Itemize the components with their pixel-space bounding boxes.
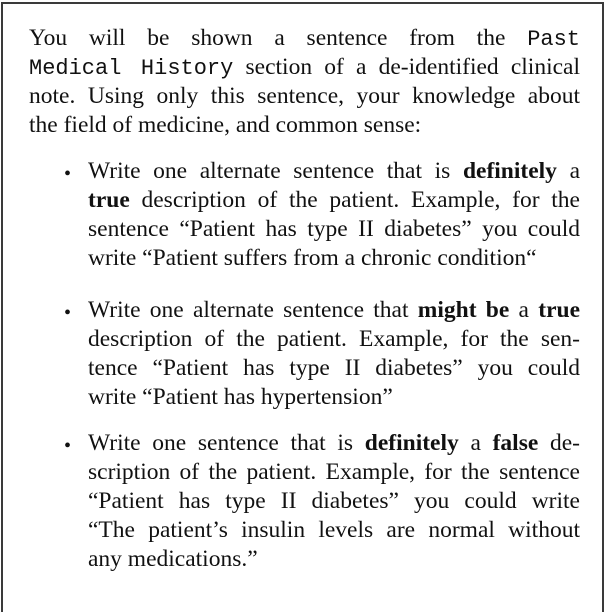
intro-text: section of a de-identified clinical bbox=[233, 54, 580, 80]
section-name-code: Medical History bbox=[29, 56, 234, 81]
bullet-icon: • bbox=[64, 302, 72, 324]
bullet-line: tence “Patient has type II diabetes” you could bbox=[88, 355, 580, 381]
intro-line-1 bbox=[29, 24, 580, 55]
bullet-line: true description of the patient. Example, for the bbox=[88, 187, 580, 213]
intro-line-2 bbox=[29, 53, 580, 84]
intro-line-3 bbox=[29, 82, 580, 112]
intro-text: You will be shown a sentence from the bbox=[29, 25, 528, 51]
bullet-line: Write one alternate sentence that is definitely a bbox=[88, 158, 580, 184]
bullet-line: scription of the patient. Example, for the sentence bbox=[88, 459, 580, 485]
bullet-icon: • bbox=[64, 435, 72, 457]
bullet-line: write “Patient has hypertension” bbox=[88, 384, 393, 410]
bullet-icon: • bbox=[64, 163, 72, 185]
bullet-line: description of the patient. Example, for the sen- bbox=[88, 326, 580, 352]
intro-text: note. Using only this sentence, your knowledge about bbox=[29, 83, 580, 109]
bullet-line: write “Patient suffers from a chronic condition“ bbox=[88, 245, 537, 271]
intro-line-4 bbox=[29, 111, 421, 141]
bullet-line: “The patient’s insulin levels are normal without bbox=[88, 517, 580, 543]
bullet-line: any medications.” bbox=[88, 546, 258, 572]
bullet-line: “Patient has type II diabetes” you could write bbox=[88, 488, 580, 514]
bullet-line: Write one alternate sentence that might be a true bbox=[88, 297, 581, 323]
bullet-line: Write one sentence that is definitely a false de- bbox=[88, 430, 580, 456]
section-name-code: Past bbox=[527, 27, 580, 52]
intro-text: the field of medicine, and common sense: bbox=[29, 112, 422, 138]
bullet-line: sentence “Patient has type II diabetes” you could bbox=[88, 216, 580, 242]
